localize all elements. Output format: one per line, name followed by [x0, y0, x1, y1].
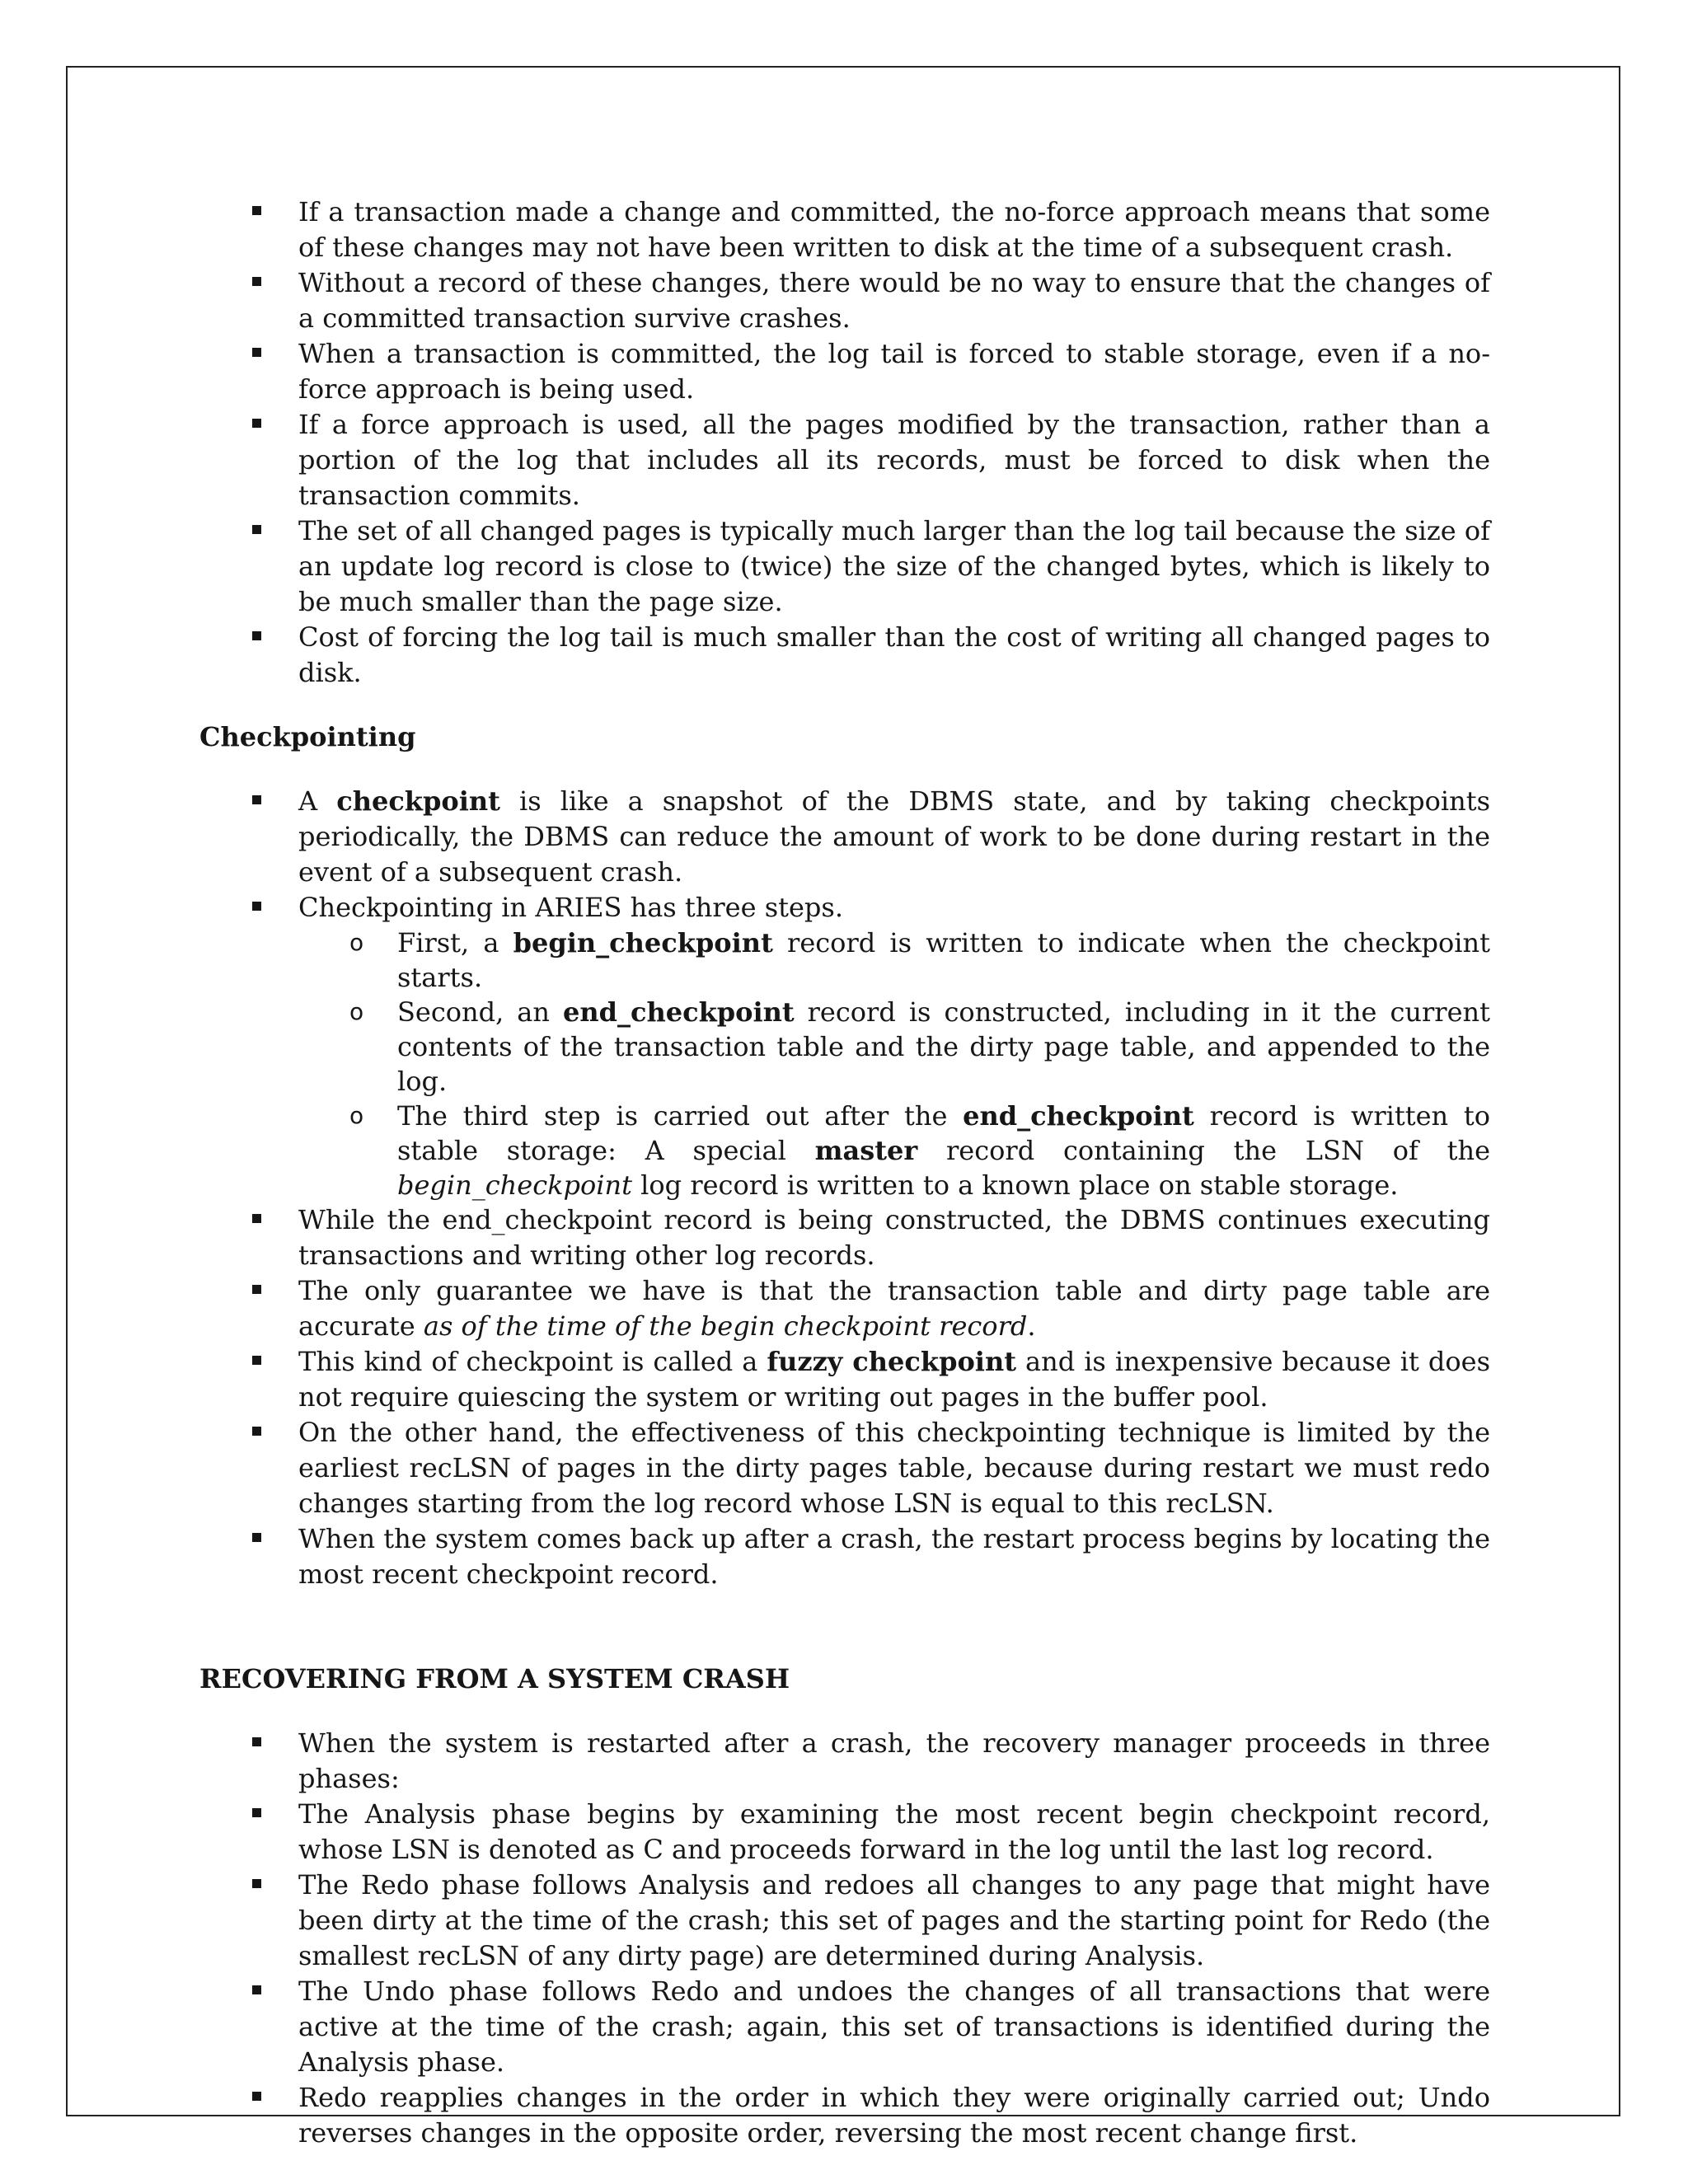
section-heading-checkpointing: Checkpointing [199, 721, 416, 752]
list-item: The Redo phase follows Analysis and redoes all changes to any page that might have been dirty at the time of the crash; this set of pages and the starting point for Redo (the smallest recLSN of any dirty page) are determined during Analysis. [199, 1868, 1490, 1974]
square-bullet-icon [252, 1427, 261, 1436]
sub-list-item: o The third step is carried out after the end_checkpoint record is written to stable storage: A special master record containing the LSN of the begin_checkpoint log record is written to a known place on stable storage. [349, 1100, 1491, 1201]
list-item: While the end_checkpoint record is being constructed, the DBMS continues executing transactions and writing other log records. [199, 1202, 1490, 1273]
list-item: The only guarantee we have is that the transaction table and dirty page table are accurate as of the time of the begin checkpoint record. [199, 1273, 1490, 1344]
circle-bullet-icon: o [349, 1102, 364, 1129]
square-bullet-icon [252, 631, 261, 640]
list-item: The Analysis phase begins by examining the most recent begin checkpoint record, whose LSN is denoted as C and proceeds forward in the log until the last log record. [199, 1797, 1490, 1868]
list-item: The Undo phase follows Redo and undoes the changes of all transactions that were active at the time of the crash; again, this set of transactions is identified during the Analysis phase. [199, 1974, 1490, 2080]
list-item: The set of all changed pages is typically much larger than the log tail because the size of an update log record is close to (twice) the size of the changed bytes, which is likely to be much smaller than the page size. [199, 513, 1490, 620]
square-bullet-icon [252, 2092, 261, 2101]
circle-bullet-icon: o [349, 998, 364, 1025]
document-body [199, 194, 1490, 2151]
sub-list-item: o First, a begin_checkpoint record is written to indicate when the checkpoint starts. [349, 927, 1490, 993]
square-bullet-icon [252, 1985, 261, 1994]
square-bullet-icon [252, 1737, 261, 1746]
list-item: Checkpointing in ARIES has three steps. [199, 890, 1490, 926]
circle-bullet-icon: o [349, 929, 364, 956]
list-item: Without a record of these changes, there would be no way to ensure that the changes of a committed transaction survive crashes. [199, 265, 1490, 336]
list-item: When the system comes back up after a crash, the restart process begins by locating the most recent checkpoint record. [199, 1521, 1490, 1592]
square-bullet-icon [252, 795, 261, 804]
square-bullet-icon [252, 1356, 261, 1365]
square-bullet-icon [252, 525, 261, 534]
square-bullet-icon [252, 1533, 261, 1542]
list-item: When the system is restarted after a crash, the recovery manager proceeds in three phases: [199, 1726, 1490, 1797]
square-bullet-icon [252, 1879, 261, 1888]
square-bullet-icon [252, 1808, 261, 1817]
intro-bullet-list [199, 194, 1490, 691]
list-item: A checkpoint is like a snapshot of the DBMS state, and by taking checkpoints periodically, the DBMS can reduce the amount of work to be done during restart in the event of a subsequent crash. [199, 784, 1490, 890]
square-bullet-icon [252, 1285, 261, 1294]
square-bullet-icon [252, 277, 261, 286]
list-item: This kind of checkpoint is called a fuzzy checkpoint and is inexpensive because it does not require quiescing the system or writing out pages in the buffer pool. [199, 1344, 1490, 1415]
square-bullet-icon [252, 419, 261, 428]
square-bullet-icon [252, 206, 261, 215]
list-item: When a transaction is committed, the log tail is forced to stable storage, even if a no-force approach is being used. [199, 336, 1490, 407]
recovering-bullet-list [199, 1726, 1490, 2151]
square-bullet-icon [252, 348, 261, 357]
checkpointing-bullet-list [199, 784, 1490, 1592]
section-heading-recovering: RECOVERING FROM A SYSTEM CRASH [199, 1663, 790, 1694]
list-item: On the other hand, the effectiveness of this checkpointing technique is limited by the earliest recLSN of pages in the dirty pages table, because during restart we must redo changes starting from the log record whose LSN is equal to this recLSN. [199, 1415, 1490, 1521]
square-bullet-icon [252, 1214, 261, 1223]
sub-list-item: o Second, an end_checkpoint record is constructed, including in it the current contents of the transaction table and the dirty page table, and appended to the log. [349, 996, 1491, 1097]
square-bullet-icon [252, 902, 261, 911]
list-item: Redo reapplies changes in the order in which they were originally carried out; Undo reverses changes in the opposite order, reversing the most recent change first. [199, 2080, 1490, 2151]
list-item: Cost of forcing the log tail is much smaller than the cost of writing all changed pages to disk. [199, 620, 1490, 691]
list-item: If a transaction made a change and committed, the no-force approach means that some of these changes may not have been written to disk at the time of a subsequent crash. [199, 194, 1490, 265]
list-item: If a force approach is used, all the pages modified by the transaction, rather than a portion of the log that includes all its records, must be forced to disk when the transaction commits. [199, 407, 1490, 513]
